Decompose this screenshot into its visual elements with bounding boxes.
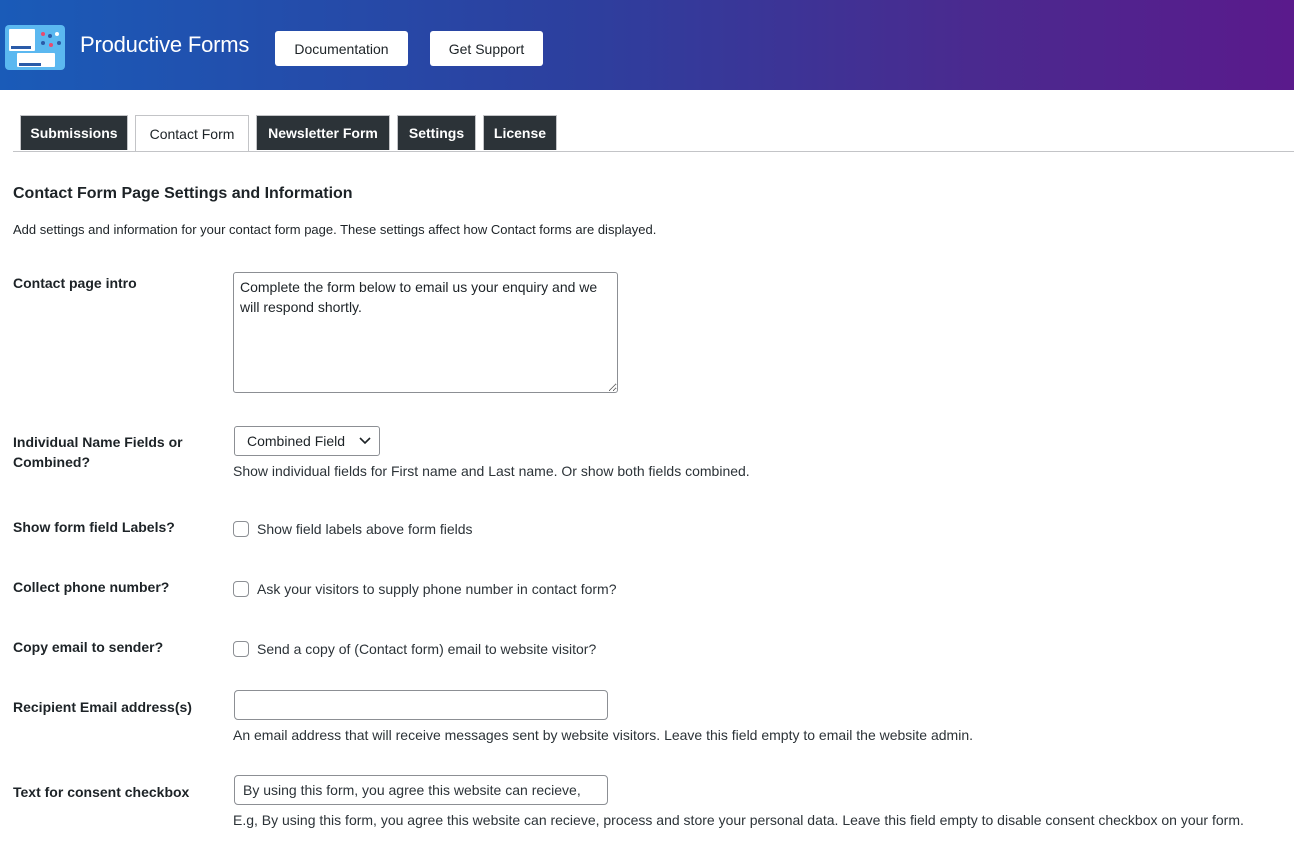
show-labels-checkbox-text: Show field labels above form fields [257, 521, 473, 537]
recipient-email-help: An email address that will receive messages sent by website visitors. Leave this field empty to email the website admin. [233, 727, 974, 743]
header-banner [0, 0, 1294, 90]
tab-contact-form[interactable]: Contact Form [135, 115, 249, 151]
copy-email-option [233, 641, 596, 657]
copy-email-checkbox-text: Send a copy of (Contact form) email to website visitor? [257, 641, 597, 657]
show-labels-checkbox[interactable] [233, 521, 249, 537]
recipient-email-input[interactable] [234, 690, 608, 720]
chevron-down-icon [359, 436, 371, 446]
name-fields-selected-value: Combined Field [247, 433, 346, 449]
collect-phone-label: Collect phone number? [13, 579, 170, 595]
copy-email-label: Copy email to sender? [13, 639, 164, 655]
tab-settings[interactable]: Settings [397, 115, 476, 150]
show-labels-option [233, 521, 473, 537]
recipient-email-label: Recipient Email address(s) [13, 699, 192, 715]
contact-intro-textarea[interactable] [233, 272, 618, 393]
name-fields-select[interactable] [234, 426, 380, 456]
tab-license[interactable]: License [483, 115, 557, 150]
consent-text-label: Text for consent checkbox [13, 784, 190, 800]
consent-text-input[interactable] [234, 775, 608, 805]
name-fields-label: Individual Name Fields or Combined? [13, 434, 183, 470]
tab-newsletter-form[interactable]: Newsletter Form [256, 115, 390, 150]
name-fields-help: Show individual fields for First name and Last name. Or show both fields combined. [233, 463, 750, 479]
app-logo-icon [5, 25, 65, 70]
tab-submissions[interactable]: Submissions [20, 115, 128, 150]
collect-phone-checkbox[interactable] [233, 581, 249, 597]
collect-phone-checkbox-text: Ask your visitors to supply phone number in contact form? [257, 581, 617, 597]
copy-email-checkbox[interactable] [233, 641, 249, 657]
get-support-button[interactable]: Get Support [430, 31, 543, 66]
contact-intro-label: Contact page intro [13, 275, 137, 291]
section-title: Contact Form Page Settings and Information [13, 185, 353, 202]
documentation-button[interactable]: Documentation [275, 31, 408, 66]
consent-text-help: E.g, By using this form, you agree this website can recieve, process and store your personal data. Leave this field empty to disable consent checkbox on your form. [233, 812, 1244, 828]
app-title: Productive Forms [80, 32, 250, 57]
tab-bar [13, 115, 1294, 152]
collect-phone-option [233, 581, 617, 597]
show-labels-label: Show form field Labels? [13, 519, 175, 535]
section-description: Add settings and information for your contact form page. These settings affect how Contact forms are displayed. [13, 222, 657, 237]
